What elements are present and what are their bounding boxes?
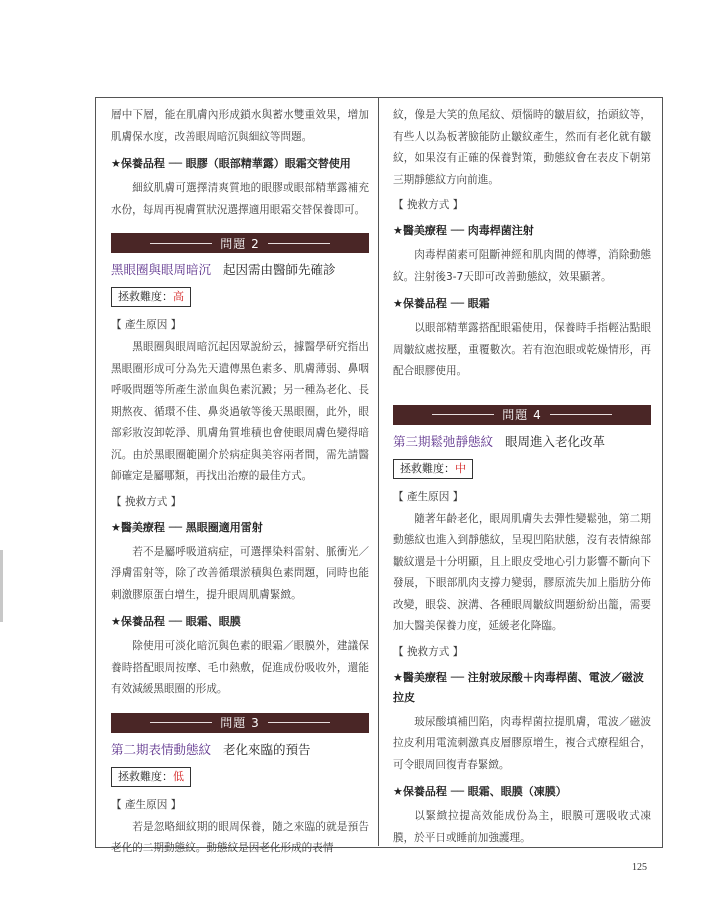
method-tag: 【 挽救方式 】: [393, 645, 464, 658]
medical-text: 肉毒桿菌素可阻斷神經和肌肉間的傳導，消除動態紋。注射後3-7天即可改善動態紋，效果顯著。: [393, 249, 651, 283]
difficulty-level: 中: [455, 461, 466, 475]
difficulty-label: 拯救難度：: [118, 290, 173, 303]
heading-subtitle: 老化來臨的預告: [223, 741, 311, 757]
heading-topic: 第三期鬆弛靜態紋: [393, 433, 494, 449]
medical-title: ★醫美療程 ── 肉毒桿菌注射: [393, 224, 534, 237]
medical-text: 若不是屬呼吸道病症，可選擇染料雷射、脈衝光／淨膚雷射等，除了改善循環淤積與色素問題，同時也能刺激膠原蛋白增生，提升眼周肌膚緊緻。: [111, 545, 369, 601]
banner-rule: [268, 243, 330, 244]
difficulty-box: [111, 287, 191, 307]
column-divider: [378, 97, 379, 846]
page-number: 125: [632, 862, 647, 873]
cause-text: 若是忽略細紋期的眼周保養，隨之來臨的就是預告老化的二期動態紋。動態紋是因老化形成的表情: [111, 820, 369, 854]
care-text: 以緊緻拉提高效能成份為主，眼膜可選吸收式凍膜，於平日或睡前加強護理。: [393, 810, 651, 844]
question-3-heading: [111, 739, 369, 761]
question-3-banner: [111, 713, 369, 733]
banner-rule: [432, 414, 494, 415]
intro-paragraph: 層中下層，能在肌膚內形成鎖水與蓄水雙重效果，增加肌膚保水度，改善眼周暗沉與細紋等問題。: [111, 109, 369, 143]
heading-topic: 第二期表情動態紋: [111, 741, 212, 757]
question-2-banner: [111, 233, 369, 253]
banner-label: 問題 3: [220, 716, 260, 730]
banner-rule: [550, 414, 612, 415]
difficulty-level: 高: [173, 290, 184, 303]
cause-tag: 【 產生原因 】: [111, 798, 182, 811]
cause-tag: 【 產生原因 】: [111, 319, 182, 331]
right-column: [393, 105, 651, 849]
heading-subtitle: 眼周進入老化改革: [505, 433, 606, 449]
question-4-heading: [393, 431, 651, 453]
difficulty-box: [111, 767, 191, 787]
method-tag: 【 挽救方式 】: [393, 199, 464, 211]
care-text: 以眼部精華露搭配眼霜使用，保養時手指輕沾點眼周皺紋處按壓，重覆數次。若有泡泡眼或乾燥情形，再配合眼膠使用。: [393, 322, 651, 377]
cause-tag: 【 產生原因 】: [393, 490, 464, 503]
difficulty-box: [393, 459, 473, 479]
difficulty-label: 拯救難度：: [118, 769, 173, 783]
edge-mark: [0, 550, 3, 622]
medical-title: ★醫美療程 ── 注射玻尿酸＋肉毒桿菌、電波／磁波拉皮: [393, 670, 644, 704]
banner-label: 問題 2: [220, 236, 260, 251]
heading-subtitle: 起因需由醫師先確診: [223, 262, 336, 277]
medical-title: ★醫美療程 ── 黑眼圈適用雷射: [111, 520, 263, 534]
banner-rule: [268, 722, 330, 723]
medical-text: 玻尿酸填補凹陷，肉毒桿菌拉提肌膚，電波／磁波拉皮利用電流刺激真皮層膠原增生，複合式療程組合，可令眼周回復青春緊緻。: [393, 715, 651, 771]
question-4-banner: [393, 405, 651, 425]
banner-label: 問題 4: [502, 408, 542, 422]
care-title: ★保養品程 ── 眼膠（眼部精華露）眼霜交替使用: [111, 157, 351, 170]
banner-rule: [150, 243, 212, 244]
care-title: ★保養品程 ── 眼霜、眼膜: [111, 615, 241, 628]
heading-topic: 黑眼圈與眼周暗沉: [111, 262, 212, 277]
care-title: ★保養品程 ── 眼霜: [393, 297, 490, 310]
left-column: [111, 105, 369, 860]
banner-rule: [150, 722, 212, 723]
difficulty-label: 拯救難度：: [400, 461, 455, 475]
intro-paragraph: 紋，像是大笑的魚尾紋、煩惱時的皺眉紋，抬頭紋等，有些人以為板著臉能防止皺紋產生，然而有老化就有皺紋，如果沒有正確的保養對策，動態紋會在表皮下朝第三期靜態紋方向前進。: [393, 109, 651, 186]
care-title: ★保養品程 ── 眼霜、眼膜（凍膜）: [393, 785, 567, 798]
care-text: 除使用可淡化暗沉與色素的眼霜／眼膜外，建議保養時搭配眼周按摩、毛巾熱敷，促進成份吸收外，還能有效減緩黑眼圈的形成。: [111, 640, 369, 695]
question-2-heading: [111, 259, 369, 281]
cause-text: 隨著年齡老化，眼周肌膚失去彈性變鬆弛，第二期動態紋也進入到靜態紋，呈現凹陷狀態，沒有表情線部皺紋還是十分明顯，且上眼皮受地心引力影響不斷向下發展，下眼部肌肉支撐力變弱，膠原流失加上脂肪分佈改變，眼袋、淚溝、各種眼周皺紋問題紛紛出籠，需要加大醫美保養力度，延緩老化降臨。: [393, 512, 651, 632]
care-text: 細紋肌膚可選擇清爽質地的眼膠或眼部精華露補充水份，每周再視膚質狀況選擇適用眼霜交替保養即可。: [111, 182, 369, 216]
method-tag: 【 挽救方式 】: [111, 495, 182, 508]
difficulty-level: 低: [173, 769, 184, 783]
cause-text: 黑眼圈與眼周暗沉起因眾說紛云，據醫學研究指出黑眼圈形成可分為先天遺傳黑色素多、肌膚薄弱、鼻咽呼吸問題等所產生淤血與色素沉澱；另一種為老化、長期熬夜、循環不佳、鼻炎過敏等後天黑眼圈，此外，眼部彩妝沒卸乾淨、肌膚角質堆積也會使眼周膚色變得暗沉。由於黑眼圈範圍介於病症與美容兩者間，需先請醫師確定是屬哪類，再找出治療的最佳方式。: [111, 341, 369, 482]
